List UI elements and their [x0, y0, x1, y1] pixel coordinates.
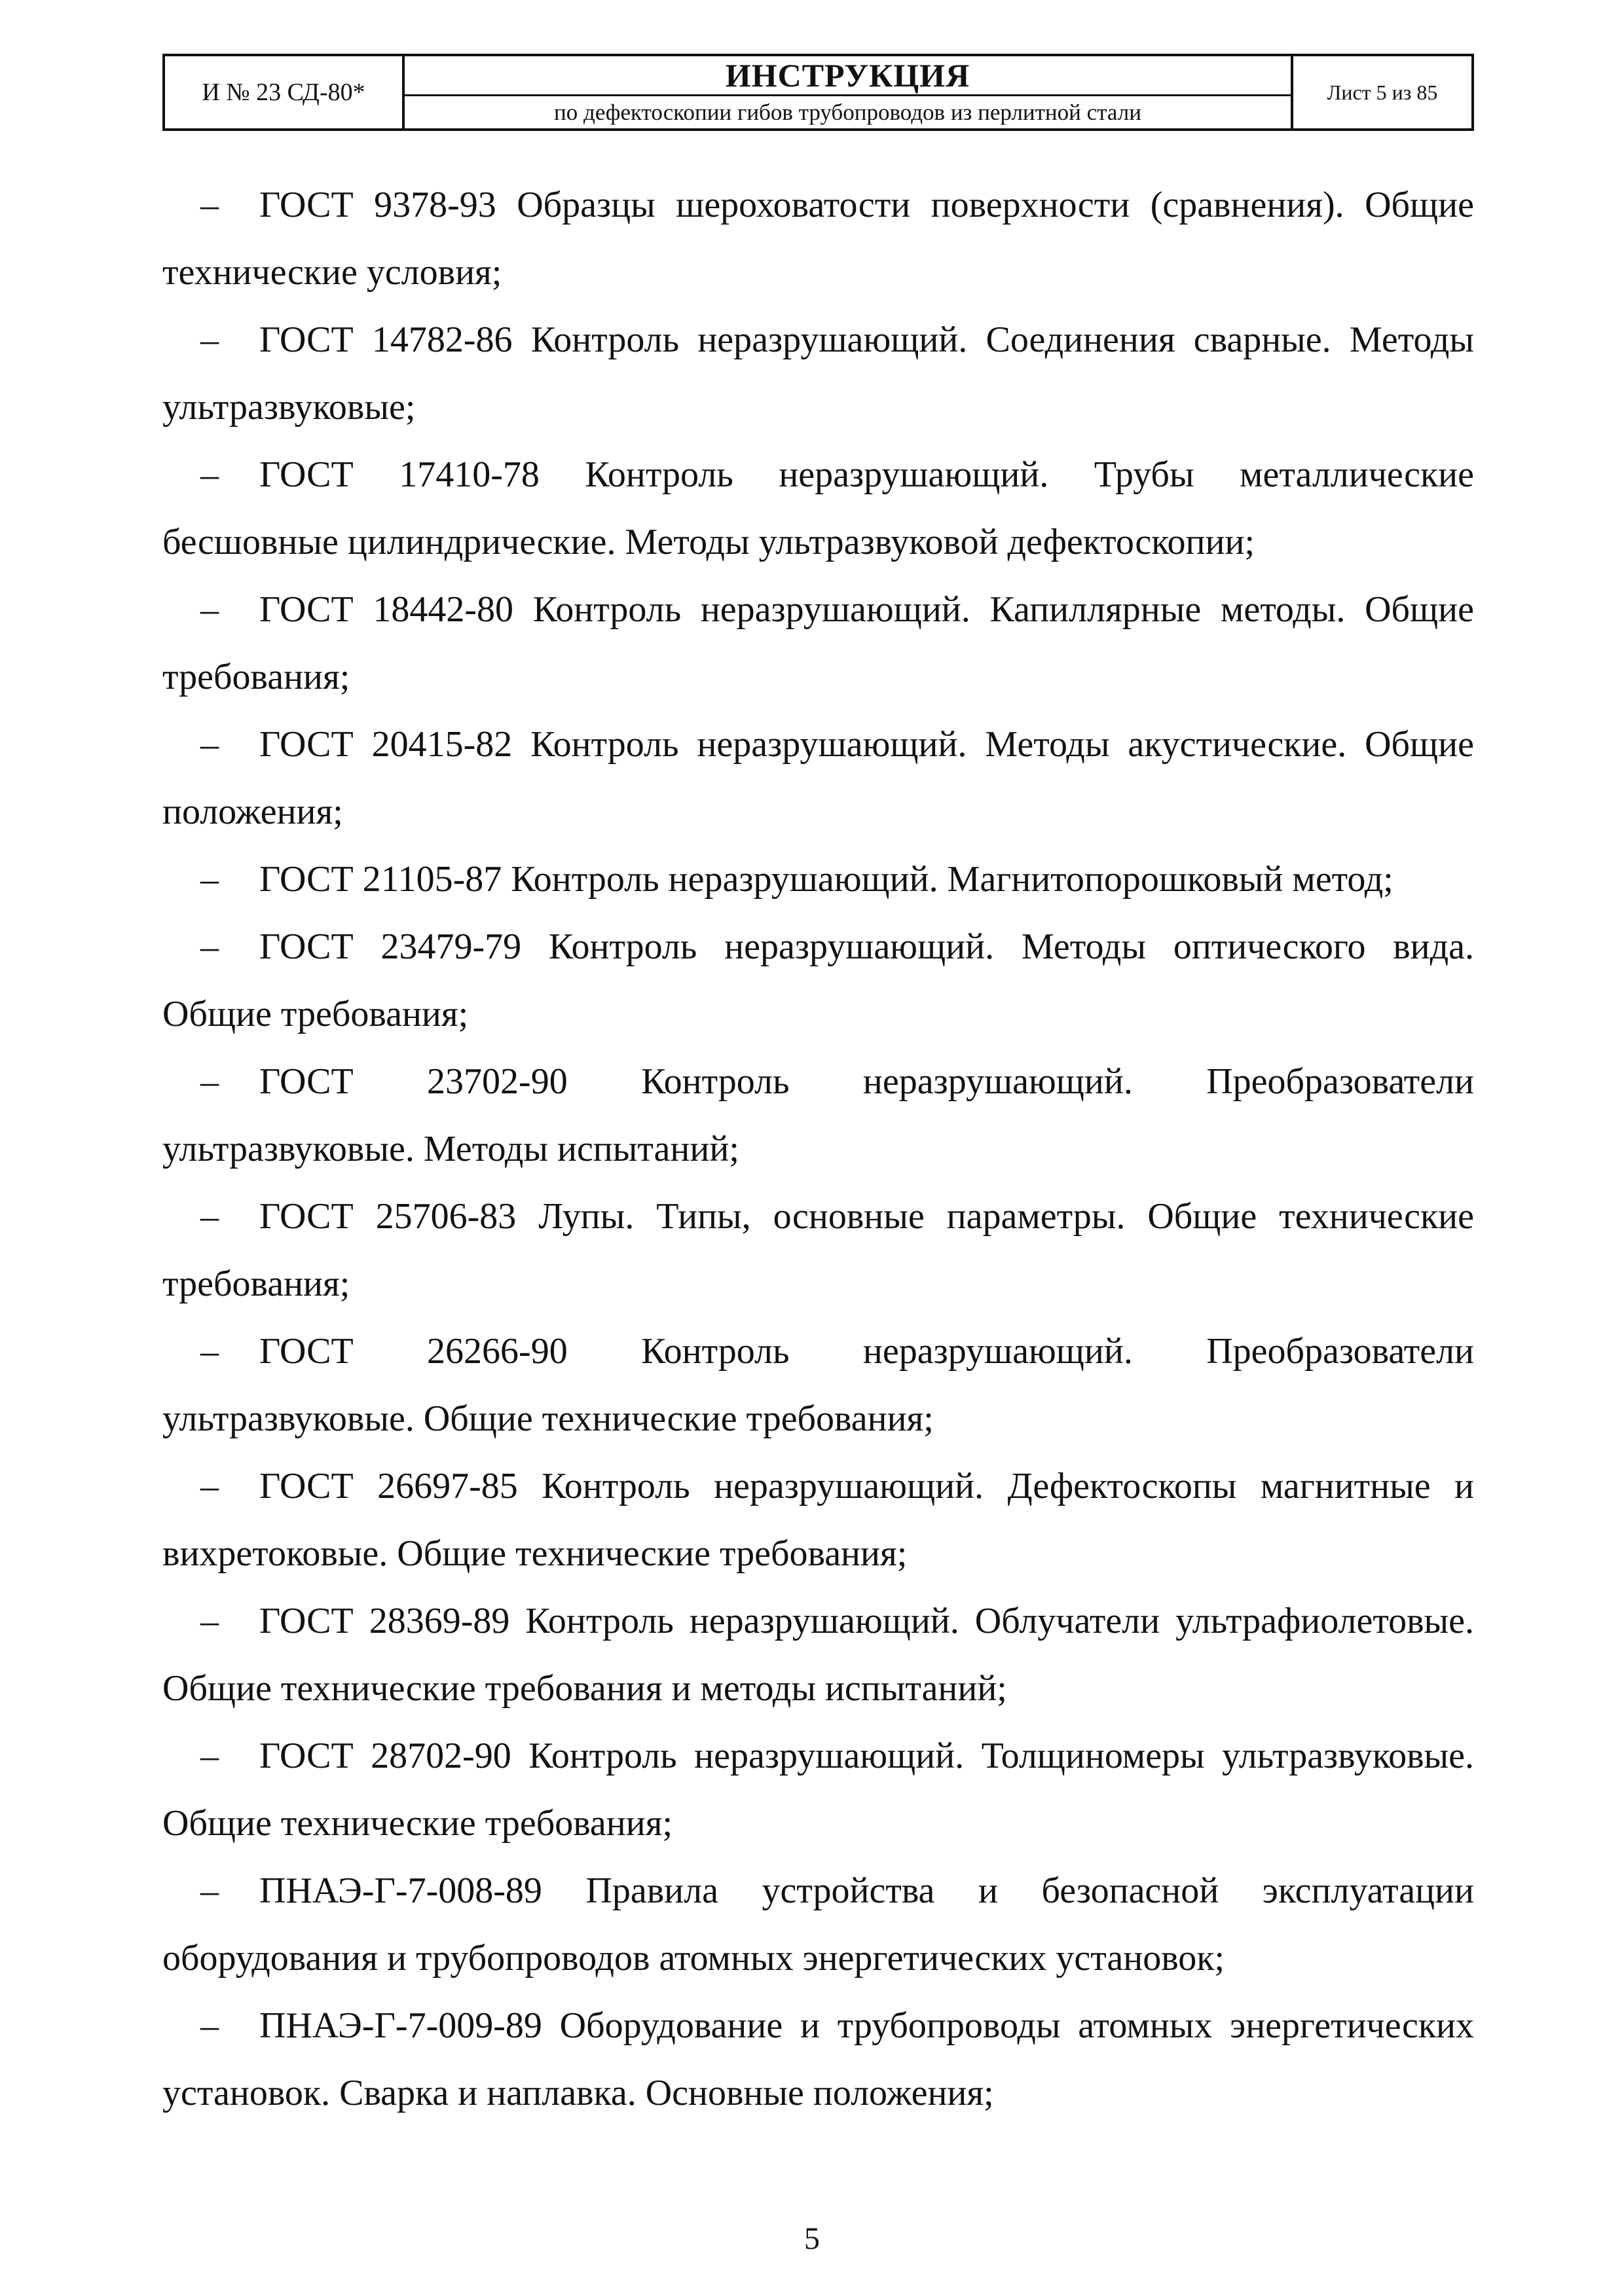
list-dash: –	[200, 926, 219, 967]
list-item-text: ГОСТ 23702-90 Контроль неразрушающий. Преобразователи ультразвуковые. Методы испытаний;	[162, 1061, 1474, 1169]
list-item	[162, 1183, 1474, 1318]
list-item	[162, 1722, 1474, 1857]
list-dash: –	[200, 185, 219, 225]
sheet-number: Лист 5 из 85	[1291, 56, 1471, 128]
standards-list	[162, 172, 1474, 2127]
list-dash: –	[200, 1331, 219, 1372]
list-item	[162, 846, 1474, 913]
doc-title: ИНСТРУКЦИЯ	[405, 56, 1291, 96]
page-number: 5	[804, 2221, 820, 2256]
list-dash: –	[200, 319, 219, 360]
list-item	[162, 306, 1474, 441]
doc-subtitle: по дефектоскопии гибов трубопроводов из перлитной стали	[554, 99, 1141, 125]
list-item-text: ГОСТ 21105-87 Контроль неразрушающий. Магнитопорошковый метод;	[259, 859, 1393, 900]
list-dash: –	[200, 724, 219, 765]
list-item	[162, 1318, 1474, 1453]
list-item-text: ГОСТ 17410-78 Контроль неразрушающий. Трубы металлические бесшовные цилиндрические. Методы ультразвуковой дефектоскопии;	[162, 454, 1474, 562]
list-item-text: ГОСТ 26697-85 Контроль неразрушающий. Дефектоскопы магнитные и вихретоковые. Общие технические требования;	[162, 1466, 1474, 1574]
list-item	[162, 576, 1474, 711]
list-item	[162, 172, 1474, 306]
list-dash: –	[200, 454, 219, 495]
list-item-text: ГОСТ 14782-86 Контроль неразрушающий. Соединения сварные. Методы ультразвуковые;	[162, 319, 1474, 428]
list-dash: –	[200, 859, 219, 900]
list-dash: –	[200, 589, 219, 630]
list-item	[162, 1588, 1474, 1722]
list-dash: –	[200, 2005, 219, 2046]
list-dash: –	[200, 1736, 219, 1776]
list-item-text: ПНАЭ-Г-7-008-89 Правила устройства и безопасной эксплуатации оборудования и трубопроводов атомных энергетических установок;	[162, 1870, 1474, 1978]
list-dash: –	[200, 1061, 219, 1102]
list-dash: –	[200, 1601, 219, 1641]
list-dash: –	[200, 1466, 219, 1506]
header-title-block	[405, 56, 1291, 128]
list-item	[162, 1048, 1474, 1183]
list-item-text: ГОСТ 28369-89 Контроль неразрушающий. Облучатели ультрафиолетовые. Общие технические требования и методы испытаний;	[162, 1601, 1474, 1709]
list-item-text: ГОСТ 26266-90 Контроль неразрушающий. Преобразователи ультразвуковые. Общие технические требования;	[162, 1331, 1474, 1439]
list-dash: –	[200, 1870, 219, 1911]
list-item	[162, 1453, 1474, 1588]
list-dash: –	[200, 1196, 219, 1237]
list-item	[162, 913, 1474, 1048]
document-header	[162, 54, 1474, 131]
list-item	[162, 1857, 1474, 1992]
list-item-text: ГОСТ 25706-83 Лупы. Типы, основные параметры. Общие технические требования;	[162, 1196, 1474, 1304]
list-item-text: ГОСТ 20415-82 Контроль неразрушающий. Методы акустические. Общие положения;	[162, 724, 1474, 832]
list-item	[162, 441, 1474, 576]
list-item-text: ГОСТ 23479-79 Контроль неразрушающий. Методы оптического вида. Общие требования;	[162, 926, 1474, 1034]
list-item	[162, 711, 1474, 846]
doc-code: И № 23 СД-80*	[165, 56, 405, 128]
list-item-text: ГОСТ 18442-80 Контроль неразрушающий. Капиллярные методы. Общие требования;	[162, 589, 1474, 697]
list-item-text: ПНАЭ-Г-7-009-89 Оборудование и трубопроводы атомных энергетических установок. Сварка и наплавка. Основные положения;	[162, 2005, 1474, 2113]
list-item	[162, 1992, 1474, 2127]
list-item-text: ГОСТ 9378-93 Образцы шероховатости поверхности (сравнения). Общие технические условия;	[162, 185, 1474, 293]
list-item-text: ГОСТ 28702-90 Контроль неразрушающий. Толщиномеры ультразвуковые. Общие технические требования;	[162, 1736, 1474, 1844]
